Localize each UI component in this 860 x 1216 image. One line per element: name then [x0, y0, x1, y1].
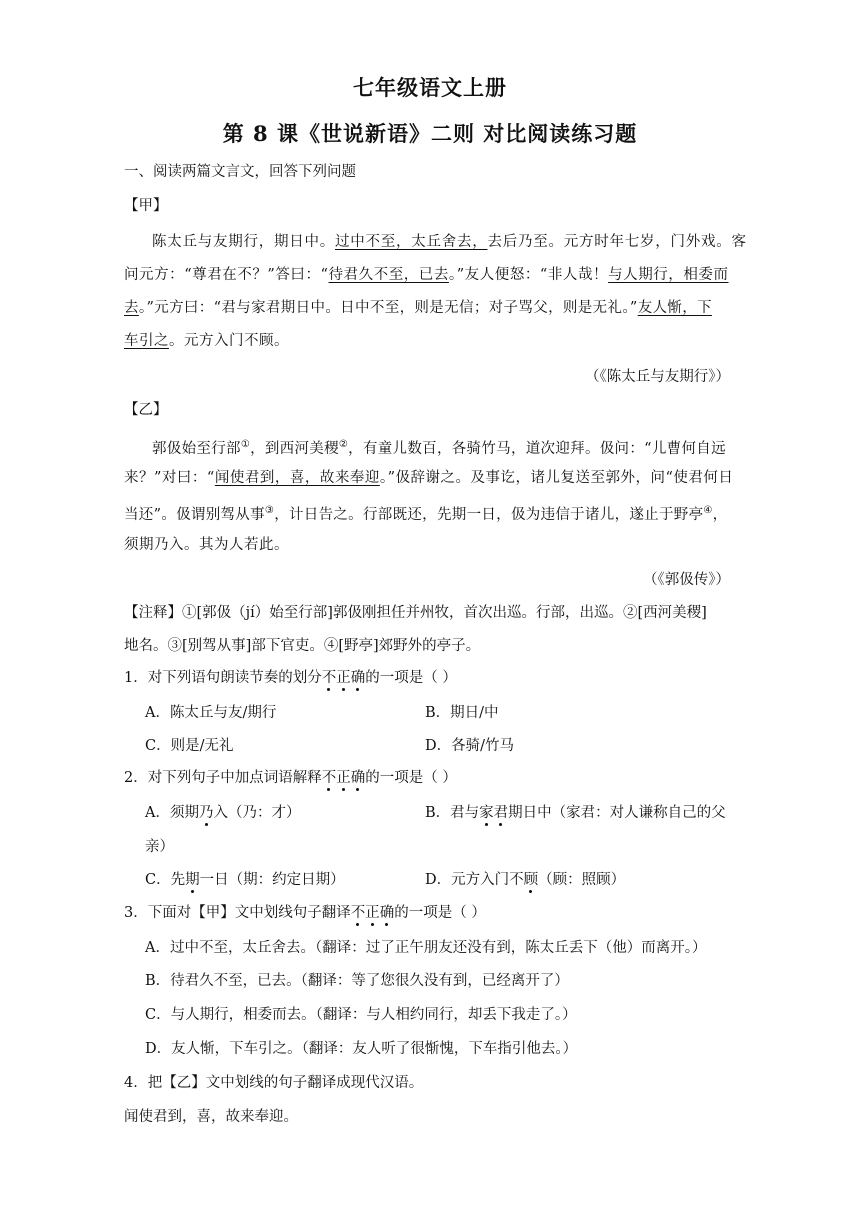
question-4: 4．把【乙】文中划线的句子翻译成现代汉语。 [124, 1075, 424, 1091]
q2-option-c[interactable]: C．先期一日（期：约定日期） [145, 872, 345, 888]
passage-b-line-2: 来？”对曰：“闻使君到，喜，故来奉迎。”伋辞谢之。及事讫，诸儿复送至郭外，问“使君何日 [124, 470, 734, 486]
passage-b-line-4: 须期乃入。其为人若此。 [124, 537, 289, 553]
passage-b-line-1: 郭伋始至行部①，到西河美稷②，有童儿数百，各骑竹马，道次迎拜。伋问：“儿曹何自远 [152, 439, 726, 457]
page-title: 七年级语文上册 [353, 75, 507, 100]
q2-option-a[interactable]: A．须期乃入（乃：才） [145, 805, 301, 821]
q2-option-b[interactable]: B．君与家君期日中（家君：对人谦称自己的父 [425, 805, 726, 821]
q1-option-d[interactable]: D．各骑/竹马 [425, 738, 515, 754]
q2-option-b-continued: 亲） [145, 839, 174, 855]
underlined-sentence: 车引之 [124, 333, 169, 349]
passage-a-source: （《陈太丘与友期行》） [585, 369, 730, 385]
passage-a-line-4: 车引之。元方入门不顾。 [124, 333, 289, 349]
q1-option-c[interactable]: C．则是/无礼 [145, 738, 234, 754]
annotation-line-1: 【注释】①[郭伋（jí）始至行部]郭伋刚担任并州牧，首次出巡。行部，出巡。②[西河美稷] [124, 605, 707, 621]
note-ref: ④ [703, 505, 713, 516]
underlined-sentence: 与人期行，相委而 [608, 267, 729, 283]
q3-option-a[interactable]: A．过中不至，太丘舍去。（翻译：过了正午朋友还没有到，陈太丘丢下（他）而离开。） [145, 940, 707, 956]
q2-option-d[interactable]: D．元方入门不顾（顾：照顾） [425, 872, 626, 888]
passage-a-line-3: 去。”元方曰：“君与家君期日中。日中不至，则是无信；对子骂父，则是无礼。”友人惭，下 [124, 300, 712, 316]
question-2: 2．对下列句子中加点词语解释不正确的一项是（ ） [124, 770, 457, 786]
note-ref: ① [240, 439, 251, 450]
q1-option-b[interactable]: B．期日/中 [425, 705, 499, 721]
section-heading: 一、阅读两篇文言文，回答下列问题 [124, 164, 356, 180]
q3-option-d[interactable]: D．友人惭，下车引之。（翻译：友人听了很惭愧，下车指引他去。） [145, 1041, 578, 1057]
passage-b-line-3: 当还”。伋谓别驾从事③，计日告之。行部既还，先期一日，伋为违信于诸儿，遂止于野亭④， [124, 505, 728, 523]
underlined-sentence: 闻使君到，喜，故来奉迎 [214, 470, 380, 486]
underlined-sentence: 去 [124, 300, 139, 316]
q3-option-b[interactable]: B．待君久不至，已去。（翻译：等了您很久没有到，已经离开了） [145, 973, 569, 989]
passage-a-line-2: 问元方：“尊君在不？”答曰：“待君久不至，已去。”友人便怒：“非人哉！与人期行，相委而 [124, 267, 729, 283]
question-1: 1．对下列语句朗读节奏的划分不正确的一项是（ ） [124, 670, 457, 686]
lesson-title: 第 8 课《世说新语》二则 对比阅读练习题 [222, 121, 638, 146]
passage-b-source: （《郭伋传》） [643, 572, 730, 588]
note-ref: ③ [264, 505, 275, 516]
note-ref: ② [338, 439, 349, 450]
passage-a-line-1: 陈太丘与友期行，期日中。过中不至，太丘舍去，去后乃至。元方时年七岁，门外戏。客 [152, 234, 747, 250]
question-4-sentence: 闻使君到，喜，故来奉迎。 [124, 1109, 298, 1125]
underlined-sentence: 过中不至，太丘舍去， [335, 234, 488, 250]
q3-option-c[interactable]: C．与人期行，相委而去。（翻译：与人相约同行，却丢下我走了。） [145, 1007, 577, 1023]
underlined-sentence: 友人惭，下 [637, 300, 712, 316]
underlined-sentence: 待君久不至，已去 [328, 267, 449, 283]
passage-a-label: 【甲】 [124, 198, 168, 214]
question-3: 3．下面对【甲】文中划线句子翻译不正确的一项是（ ） [124, 905, 486, 921]
passage-b-label: 【乙】 [124, 402, 168, 418]
q1-option-a[interactable]: A．陈太丘与友/期行 [145, 705, 277, 721]
annotation-line-2: 地名。③[别驾从事]部下官吏。④[野亭]郊野外的亭子。 [124, 638, 481, 654]
